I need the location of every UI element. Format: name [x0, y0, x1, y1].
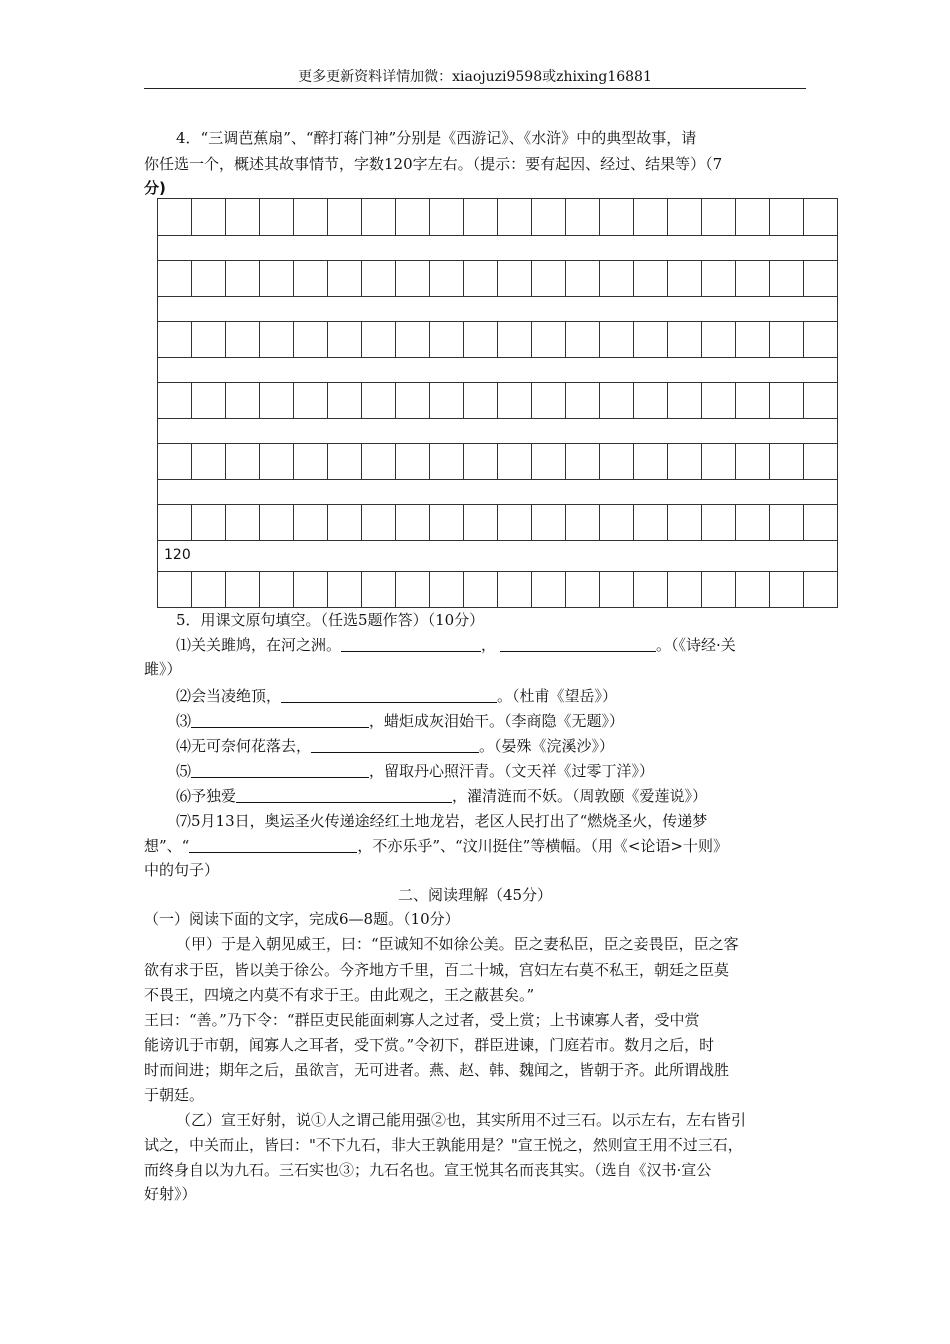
q5-item-7-end: 中的句子） [144, 861, 220, 879]
grid-cell[interactable] [395, 505, 429, 541]
grid-cell[interactable] [259, 322, 293, 358]
q5-item-4 [176, 734, 614, 758]
q5-item-3 [176, 709, 624, 733]
q5-item-6 [176, 784, 707, 808]
grid-cell[interactable] [735, 199, 769, 235]
grid-cell[interactable] [259, 261, 293, 297]
passage-jia-line: 于朝廷。 [144, 1086, 205, 1104]
grid-cell[interactable] [803, 199, 837, 235]
grid-cell[interactable] [497, 199, 531, 235]
q5-item-2-source: 。（杜甫《望岳》） [497, 687, 618, 705]
q5-item-3-num: ⑶ [176, 712, 192, 730]
passage-jia-line: 王曰：“善。”乃下令：“群臣吏民能面刺寡人之过者，受上赏；上书谏寡人者，受中赏 [144, 1011, 700, 1029]
grid-cell[interactable] [225, 261, 259, 297]
grid-cell[interactable] [497, 383, 531, 419]
word-count-label: 120 [164, 547, 191, 563]
grid-cell[interactable] [599, 444, 633, 480]
grid-cell[interactable] [803, 261, 837, 297]
q5-item-6-source: ，濯清涟而不妖。（周敦颐《爱莲说》） [452, 787, 708, 805]
grid-cell[interactable] [395, 322, 429, 358]
grid-cell[interactable] [259, 505, 293, 541]
grid-cell[interactable] [191, 261, 225, 297]
grid-cell[interactable] [361, 505, 395, 541]
fill-blank[interactable] [281, 686, 497, 703]
q5-item-5 [176, 759, 654, 783]
grid-cell[interactable] [429, 572, 463, 608]
grid-cell[interactable] [735, 505, 769, 541]
fill-blank[interactable] [236, 786, 452, 803]
grid-cell[interactable] [361, 572, 395, 608]
grid-cell[interactable] [701, 444, 735, 480]
q5-item-2-text: ⑵会当凌绝顶， [176, 687, 282, 705]
grid-cell[interactable] [158, 199, 191, 235]
grid-cell[interactable] [735, 261, 769, 297]
q4-text-line-3: 分) [144, 179, 166, 197]
grid-cell[interactable] [497, 322, 531, 358]
grid-cell[interactable] [565, 505, 599, 541]
grid-cell[interactable] [463, 444, 497, 480]
q5-item-3-text: ，蜡炬成灰泪始干。（李商隐《无题》） [369, 712, 625, 730]
passage-yi-line: 试之，中关而止，皆曰："不下九石，非大王孰能用是？"宣王悦之，然则宣王用不过三石， [144, 1136, 743, 1154]
grid-cell[interactable] [599, 261, 633, 297]
grid-cell[interactable] [158, 505, 191, 541]
grid-cell[interactable] [259, 199, 293, 235]
grid-cell[interactable] [191, 322, 225, 358]
q5-item-5-text: ，留取丹心照汗青。（文天祥《过零丁洋》） [369, 762, 655, 780]
grid-cell[interactable] [327, 261, 361, 297]
q5-item-7-text-2: ，不亦乐乎”、“汶川挺住”等横幅。（用《<论语>十则》 [357, 837, 728, 855]
grid-cell[interactable] [191, 444, 225, 480]
passage-yi-line: （乙）宣王好射，说①人之谓己能用强②也，其实所用不过三石。以示左右，左右皆引 [176, 1111, 747, 1129]
grid-cell[interactable] [667, 322, 701, 358]
grid-cell[interactable] [327, 322, 361, 358]
grid-cell[interactable] [293, 505, 327, 541]
section-2-sub-1: （一）阅读下面的文字，完成6—8题。（10分） [144, 910, 460, 928]
grid-cell[interactable] [565, 322, 599, 358]
grid-cell[interactable] [599, 572, 633, 608]
q5-item-7-text: 想”、“ [144, 837, 190, 855]
grid-cell[interactable] [225, 572, 259, 608]
grid-cell[interactable] [327, 505, 361, 541]
grid-cell[interactable] [633, 322, 667, 358]
grid-cell[interactable] [395, 199, 429, 235]
grid-cell[interactable] [701, 199, 735, 235]
grid-cell[interactable] [701, 261, 735, 297]
grid-cell[interactable] [769, 572, 803, 608]
grid-cell[interactable] [191, 383, 225, 419]
grid-cell[interactable] [633, 505, 667, 541]
grid-cell[interactable] [225, 322, 259, 358]
grid-cell[interactable] [769, 444, 803, 480]
q5-item-1-text: ⑴关关雎鸠，在河之洲。 [176, 636, 342, 654]
grid-row[interactable] [158, 260, 837, 297]
grid-cell[interactable] [531, 261, 565, 297]
grid-cell[interactable] [633, 383, 667, 419]
grid-cell[interactable] [565, 572, 599, 608]
q5-item-4-source: 。（晏殊《浣溪沙》） [479, 737, 615, 755]
grid-cell[interactable] [327, 572, 361, 608]
grid-cell[interactable] [599, 322, 633, 358]
grid-cell[interactable] [293, 444, 327, 480]
grid-cell[interactable] [463, 322, 497, 358]
grid-cell[interactable] [293, 261, 327, 297]
q5-item-1-sep: ， [481, 636, 497, 654]
fill-blank[interactable] [191, 711, 369, 728]
q5-item-1-cont: 雎》） [144, 660, 182, 678]
grid-cell[interactable] [803, 572, 837, 608]
passage-jia-line: 不畏王，四境之内莫不有求于王。由此观之，王之蔽甚矣。” [144, 986, 535, 1004]
grid-cell[interactable] [463, 261, 497, 297]
grid-cell[interactable] [361, 444, 395, 480]
answer-grid[interactable] [157, 198, 838, 608]
grid-cell[interactable] [191, 199, 225, 235]
q5-item-6-text: ⑹予独爱 [176, 787, 237, 805]
grid-cell[interactable] [769, 322, 803, 358]
passage-yi-line: 而终身自以为九石。三石实也③；九石名也。宣王悦其名而丧其实。（选自《汉书·宣公 [144, 1161, 712, 1179]
grid-cell[interactable] [565, 199, 599, 235]
passage-jia-line: 时而间进；期年之后，虽欲言，无可进者。燕、赵、韩、魏闻之，皆朝于齐。此所谓战胜 [144, 1061, 730, 1079]
fill-blank[interactable] [341, 635, 481, 652]
grid-cell[interactable] [497, 261, 531, 297]
grid-cell[interactable] [225, 199, 259, 235]
grid-cell[interactable] [191, 572, 225, 608]
grid-cell[interactable] [327, 444, 361, 480]
q5-item-7-cont [144, 834, 728, 858]
grid-cell[interactable] [158, 444, 191, 480]
grid-cell[interactable] [667, 572, 701, 608]
grid-cell[interactable] [531, 199, 565, 235]
grid-gap [158, 296, 837, 322]
q4-text-line-1: 4．“三调芭蕉扇”、“醉打蒋门神”分别是《西游记》、《水浒》中的典型故事，请 [176, 129, 697, 147]
grid-cell[interactable] [429, 444, 463, 480]
grid-cell[interactable] [599, 383, 633, 419]
grid-gap [158, 418, 837, 444]
grid-cell[interactable] [633, 261, 667, 297]
fill-blank[interactable] [311, 736, 479, 753]
grid-cell[interactable] [463, 383, 497, 419]
grid-cell[interactable] [429, 505, 463, 541]
grid-row[interactable] [158, 443, 837, 480]
fill-blank[interactable] [189, 836, 357, 853]
grid-cell[interactable] [259, 383, 293, 419]
grid-cell[interactable] [429, 383, 463, 419]
grid-cell[interactable] [531, 505, 565, 541]
grid-cell[interactable] [701, 572, 735, 608]
grid-row[interactable] [158, 199, 837, 235]
q5-item-4-text: ⑷无可奈何花落去， [176, 737, 312, 755]
grid-cell[interactable] [565, 383, 599, 419]
grid-cell[interactable] [803, 322, 837, 358]
grid-cell[interactable] [667, 199, 701, 235]
grid-cell[interactable] [158, 572, 191, 608]
grid-cell[interactable] [497, 505, 531, 541]
grid-gap [158, 540, 837, 572]
grid-cell[interactable] [735, 383, 769, 419]
grid-cell[interactable] [735, 322, 769, 358]
q5-title: 5．用课文原句填空。（任选5题作答）（10分） [176, 611, 485, 629]
grid-cell[interactable] [565, 444, 599, 480]
grid-cell[interactable] [735, 572, 769, 608]
grid-row[interactable] [158, 321, 837, 358]
grid-cell[interactable] [701, 505, 735, 541]
grid-cell[interactable] [599, 505, 633, 541]
passage-jia-line: 能谤讥于市朝，闻寡人之耳者，受下赏。”令初下，群臣进谏，门庭若市。数月之后，时 [144, 1036, 715, 1054]
grid-cell[interactable] [769, 505, 803, 541]
grid-cell[interactable] [633, 199, 667, 235]
grid-cell[interactable] [395, 261, 429, 297]
grid-cell[interactable] [395, 572, 429, 608]
grid-cell[interactable] [361, 322, 395, 358]
grid-cell[interactable] [769, 199, 803, 235]
passage-jia-line: 欲有求于臣，皆以美于徐公。今齐地方千里，百二十城，宫妇左右莫不私王，朝廷之臣莫 [144, 961, 730, 979]
grid-cell[interactable] [667, 444, 701, 480]
grid-cell[interactable] [327, 199, 361, 235]
grid-cell[interactable] [531, 444, 565, 480]
grid-cell[interactable] [633, 444, 667, 480]
passage-jia-line: （甲）于是入朝见威王，曰：“臣诚知不如徐公美。臣之妻私臣，臣之妾畏臣，臣之客 [176, 935, 739, 953]
grid-cell[interactable] [293, 199, 327, 235]
grid-cell[interactable] [633, 572, 667, 608]
grid-cell[interactable] [225, 444, 259, 480]
grid-gap [158, 235, 837, 261]
grid-cell[interactable] [667, 261, 701, 297]
grid-row[interactable] [158, 382, 837, 419]
grid-cell[interactable] [701, 322, 735, 358]
grid-cell[interactable] [463, 505, 497, 541]
grid-cell[interactable] [803, 444, 837, 480]
q5-item-1 [176, 633, 736, 657]
grid-cell[interactable] [259, 572, 293, 608]
grid-cell[interactable] [667, 383, 701, 419]
grid-row[interactable] [158, 504, 837, 541]
q5-item-2 [176, 684, 617, 708]
grid-cell[interactable] [803, 505, 837, 541]
grid-cell[interactable] [429, 199, 463, 235]
grid-cell[interactable] [769, 261, 803, 297]
page-header: 更多更新资料详情加微：xiaojuzi9598或zhixing16881 [144, 66, 806, 89]
grid-cell[interactable] [565, 261, 599, 297]
grid-cell[interactable] [667, 505, 701, 541]
fill-blank[interactable] [500, 635, 656, 652]
q5-item-5-num: ⑸ [176, 762, 192, 780]
section-2-title: 二、阅读理解（45分） [397, 886, 553, 904]
grid-cell[interactable] [361, 199, 395, 235]
grid-cell[interactable] [531, 322, 565, 358]
grid-cell[interactable] [531, 383, 565, 419]
grid-cell[interactable] [293, 322, 327, 358]
grid-cell[interactable] [803, 383, 837, 419]
grid-cell[interactable] [701, 383, 735, 419]
grid-cell[interactable] [293, 572, 327, 608]
grid-row[interactable] [158, 571, 837, 608]
grid-cell[interactable] [259, 444, 293, 480]
q5-item-7: ⑺5月13日，奥运圣火传递途经红土地龙岩，老区人民打出了“燃烧圣火，传递梦 [176, 812, 708, 830]
grid-cell[interactable] [599, 199, 633, 235]
grid-cell[interactable] [463, 199, 497, 235]
grid-cell[interactable] [361, 383, 395, 419]
q5-item-1-source: 。（《诗经·关 [656, 636, 736, 654]
passage-yi-line: 好射》） [144, 1185, 197, 1203]
grid-cell[interactable] [225, 505, 259, 541]
grid-cell[interactable] [429, 261, 463, 297]
fill-blank[interactable] [191, 761, 369, 778]
grid-cell[interactable] [497, 572, 531, 608]
grid-cell[interactable] [361, 261, 395, 297]
grid-cell[interactable] [395, 444, 429, 480]
q4-text-line-2: 你任选一个，概述其故事情节，字数120字左右。（提示：要有起因、经过、结果等）（7 [144, 155, 723, 173]
grid-cell[interactable] [429, 322, 463, 358]
grid-cell[interactable] [293, 383, 327, 419]
grid-cell[interactable] [191, 505, 225, 541]
grid-cell[interactable] [395, 383, 429, 419]
grid-cell[interactable] [158, 383, 191, 419]
grid-cell[interactable] [497, 444, 531, 480]
grid-cell[interactable] [158, 261, 191, 297]
grid-cell[interactable] [769, 383, 803, 419]
grid-gap [158, 357, 837, 383]
grid-cell[interactable] [735, 444, 769, 480]
grid-gap [158, 479, 837, 505]
grid-cell[interactable] [463, 572, 497, 608]
grid-cell[interactable] [158, 322, 191, 358]
grid-cell[interactable] [531, 572, 565, 608]
grid-cell[interactable] [327, 383, 361, 419]
grid-cell[interactable] [225, 383, 259, 419]
